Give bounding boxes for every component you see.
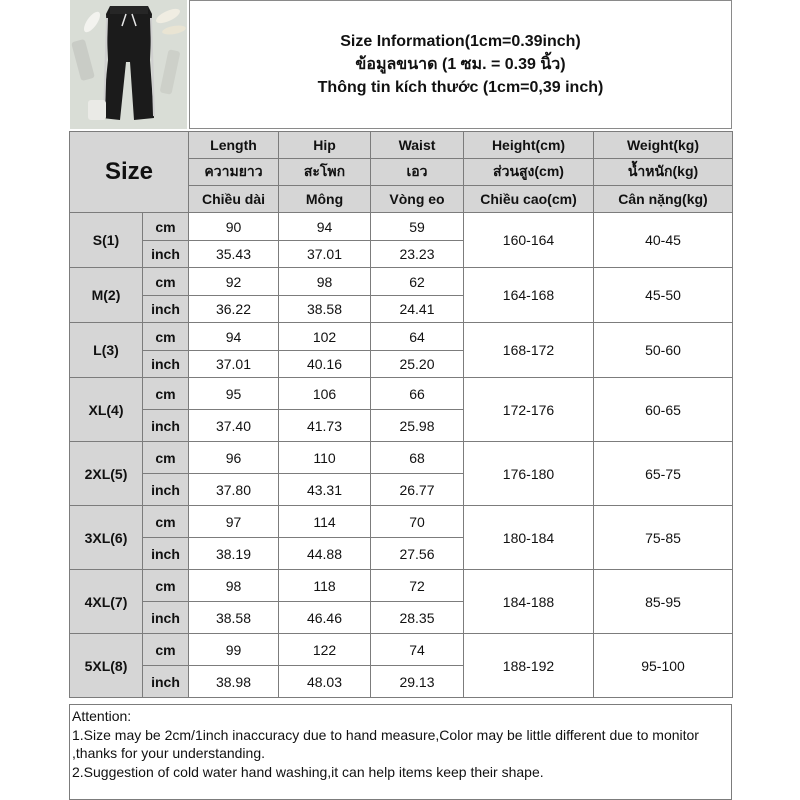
unit-inch-label: inch <box>143 666 189 698</box>
length-cm: 97 <box>189 506 279 538</box>
hip-cm: 102 <box>279 323 371 351</box>
attention-heading: Attention: <box>72 708 132 724</box>
waist-cm: 66 <box>371 378 464 410</box>
waist-inch: 26.77 <box>371 474 464 506</box>
unit-cm-label: cm <box>143 378 189 410</box>
waist-inch: 24.41 <box>371 296 464 323</box>
column-header-hip-vi: Mông <box>279 186 371 213</box>
unit-inch-label: inch <box>143 538 189 570</box>
hip-inch: 44.88 <box>279 538 371 570</box>
hip-inch: 41.73 <box>279 410 371 442</box>
length-inch: 37.80 <box>189 474 279 506</box>
column-header-hip-en: Hip <box>279 132 371 159</box>
attention-notes <box>69 704 732 800</box>
height-range: 164-168 <box>464 268 594 323</box>
size-label: XL(4) <box>70 378 143 442</box>
table-row <box>70 213 733 241</box>
length-inch: 37.40 <box>189 410 279 442</box>
height-range: 168-172 <box>464 323 594 378</box>
length-inch: 38.98 <box>189 666 279 698</box>
jogger-pants-image <box>70 0 187 129</box>
length-cm: 95 <box>189 378 279 410</box>
size-label: 5XL(8) <box>70 634 143 698</box>
table-row <box>70 570 733 602</box>
hip-inch: 46.46 <box>279 602 371 634</box>
weight-range: 85-95 <box>594 570 733 634</box>
waist-cm: 72 <box>371 570 464 602</box>
table-row <box>70 634 733 666</box>
unit-cm-label: cm <box>143 506 189 538</box>
weight-range: 40-45 <box>594 213 733 268</box>
unit-cm-label: cm <box>143 323 189 351</box>
waist-cm: 70 <box>371 506 464 538</box>
weight-range: 50-60 <box>594 323 733 378</box>
height-range: 160-164 <box>464 213 594 268</box>
header <box>69 0 732 131</box>
column-header-weight-en: Weight(kg) <box>594 132 733 159</box>
length-cm: 99 <box>189 634 279 666</box>
height-range: 184-188 <box>464 570 594 634</box>
unit-inch-label: inch <box>143 602 189 634</box>
header-row-english <box>70 132 733 159</box>
length-inch: 36.22 <box>189 296 279 323</box>
length-cm: 96 <box>189 442 279 474</box>
hip-cm: 106 <box>279 378 371 410</box>
waist-cm: 59 <box>371 213 464 241</box>
attention-line-1: 1.Size may be 2cm/1inch inaccuracy due to hand measure,Color may be little different due to monitor <box>72 726 699 743</box>
hip-cm: 114 <box>279 506 371 538</box>
unit-inch-label: inch <box>143 351 189 378</box>
unit-cm-label: cm <box>143 570 189 602</box>
length-inch: 38.58 <box>189 602 279 634</box>
title-thai: ข้อมูลขนาด (1 ซม. = 0.39 นิ้ว) <box>355 56 566 73</box>
table-row <box>70 268 733 296</box>
length-cm: 92 <box>189 268 279 296</box>
column-header-height-en: Height(cm) <box>464 132 594 159</box>
product-photo <box>70 0 187 129</box>
hip-cm: 98 <box>279 268 371 296</box>
size-chart <box>69 0 732 800</box>
column-header-weight-th: น้ำหนัก(kg) <box>594 159 733 186</box>
waist-inch: 28.35 <box>371 602 464 634</box>
column-header-hip-th: สะโพก <box>279 159 371 186</box>
unit-cm-label: cm <box>143 634 189 666</box>
column-header-height-th: ส่วนสูง(cm) <box>464 159 594 186</box>
column-header-height-vi: Chiều cao(cm) <box>464 186 594 213</box>
waist-cm: 64 <box>371 323 464 351</box>
size-label: 3XL(6) <box>70 506 143 570</box>
unit-cm-label: cm <box>143 268 189 296</box>
unit-cm-label: cm <box>143 213 189 241</box>
height-range: 176-180 <box>464 442 594 506</box>
column-header-waist-th: เอว <box>371 159 464 186</box>
unit-inch-label: inch <box>143 296 189 323</box>
size-label: M(2) <box>70 268 143 323</box>
weight-range: 95-100 <box>594 634 733 698</box>
column-header-waist-en: Waist <box>371 132 464 159</box>
column-header-waist-vi: Vòng eo <box>371 186 464 213</box>
waist-inch: 25.98 <box>371 410 464 442</box>
table-row <box>70 378 733 410</box>
waist-inch: 23.23 <box>371 241 464 268</box>
size-label: S(1) <box>70 213 143 268</box>
unit-inch-label: inch <box>143 241 189 268</box>
hip-cm: 118 <box>279 570 371 602</box>
weight-range: 60-65 <box>594 378 733 442</box>
hip-inch: 40.16 <box>279 351 371 378</box>
title-vietnamese: Thông tin kích thước (1cm=0,39 inch) <box>317 79 604 96</box>
column-header-length-vi: Chiều dài <box>189 186 279 213</box>
column-header-length-th: ความยาว <box>189 159 279 186</box>
waist-inch: 27.56 <box>371 538 464 570</box>
hip-inch: 43.31 <box>279 474 371 506</box>
waist-inch: 29.13 <box>371 666 464 698</box>
hip-inch: 37.01 <box>279 241 371 268</box>
waist-inch: 25.20 <box>371 351 464 378</box>
length-cm: 94 <box>189 323 279 351</box>
hip-inch: 48.03 <box>279 666 371 698</box>
length-cm: 98 <box>189 570 279 602</box>
weight-range: 75-85 <box>594 506 733 570</box>
size-label: 4XL(7) <box>70 570 143 634</box>
waist-cm: 62 <box>371 268 464 296</box>
attention-line-2: ,thanks for your understanding. <box>72 745 266 761</box>
hip-cm: 94 <box>279 213 371 241</box>
unit-cm-label: cm <box>143 442 189 474</box>
title-block <box>189 0 732 129</box>
hip-cm: 110 <box>279 442 371 474</box>
table-row <box>70 506 733 538</box>
table-row <box>70 323 733 351</box>
column-header-weight-vi: Cân nặng(kg) <box>594 186 733 213</box>
size-label: 2XL(5) <box>70 442 143 506</box>
height-range: 180-184 <box>464 506 594 570</box>
weight-range: 65-75 <box>594 442 733 506</box>
length-inch: 37.01 <box>189 351 279 378</box>
length-inch: 38.19 <box>189 538 279 570</box>
unit-inch-label: inch <box>143 474 189 506</box>
waist-cm: 74 <box>371 634 464 666</box>
title-english: Size Information(1cm=0.39inch) <box>340 33 581 50</box>
unit-inch-label: inch <box>143 410 189 442</box>
weight-range: 45-50 <box>594 268 733 323</box>
attention-line-3: 2.Suggestion of cold water hand washing,it can help items keep their shape. <box>72 763 544 780</box>
table-row <box>70 442 733 474</box>
length-cm: 90 <box>189 213 279 241</box>
waist-cm: 68 <box>371 442 464 474</box>
hip-cm: 122 <box>279 634 371 666</box>
size-label: L(3) <box>70 323 143 378</box>
size-corner-label: Size <box>70 132 189 213</box>
column-header-length-en: Length <box>189 132 279 159</box>
hip-inch: 38.58 <box>279 296 371 323</box>
height-range: 172-176 <box>464 378 594 442</box>
height-range: 188-192 <box>464 634 594 698</box>
length-inch: 35.43 <box>189 241 279 268</box>
size-table <box>69 131 733 698</box>
